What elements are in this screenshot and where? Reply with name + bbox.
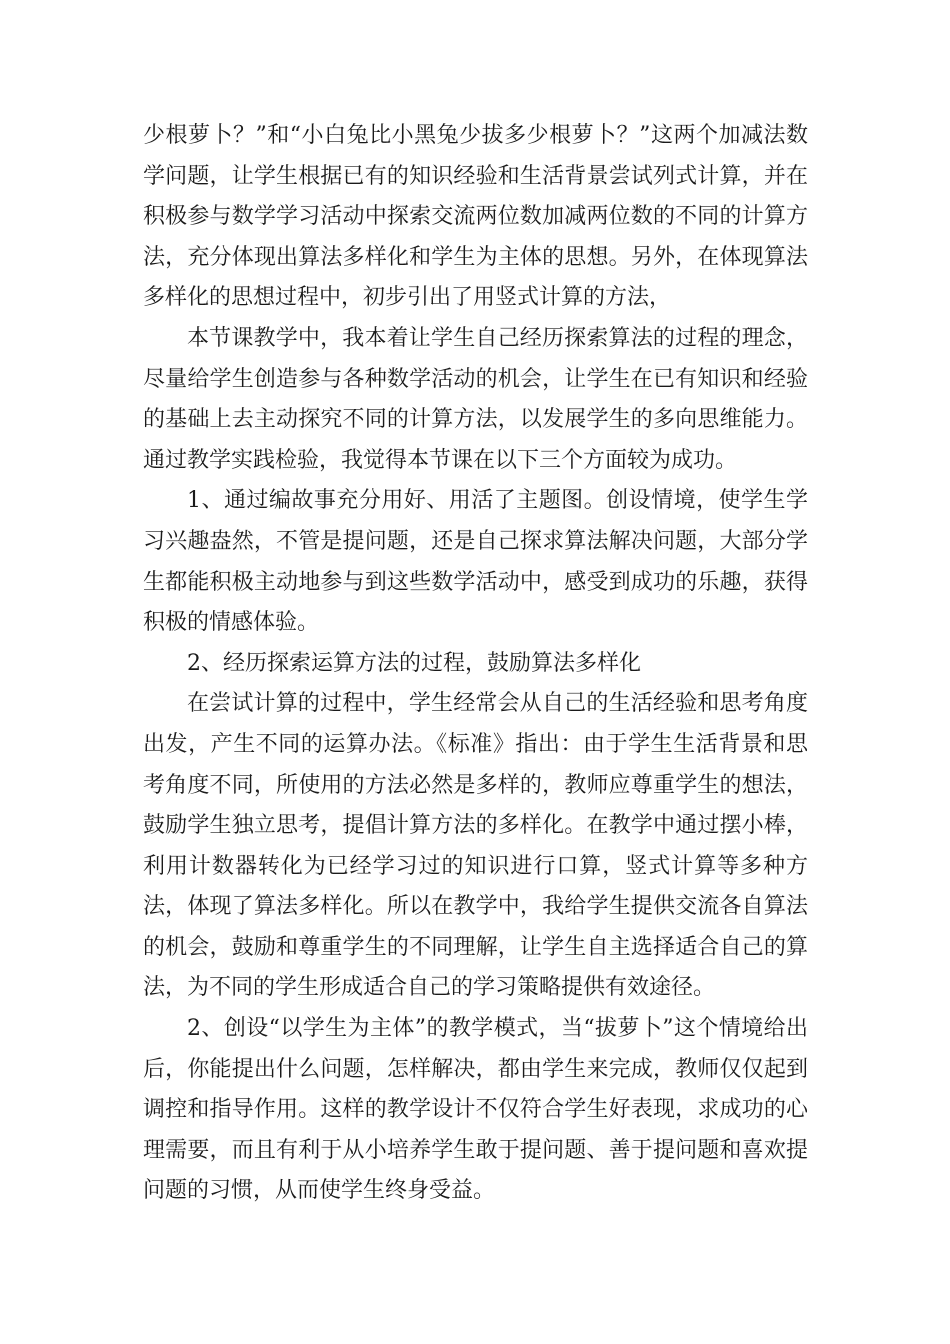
paragraph-point-3: 2、创设“以学生为主体”的教学模式，当“拔萝卜”这个情境给出后，你能提出什么问题，怎样解决，都由学生来完成，教师仅仅起到调控和指导作用。这样的教学设计不仅符合学生好表现，求成功的心理需要，而且有利于从小培养学生敢于提问题、善于提问题和喜欢提问题的习惯，从而使学生终身受益。 <box>143 1016 808 1204</box>
paragraph-point-2-body: 在尝试计算的过程中，学生经常会从自己的生活经验和思考角度出发，产生不同的运算办法。《标准》指出：由于学生生活背景和思考角度不同，所使用的方法必然是多样的，教师应尊重学生的想法，鼓励学生独立思考，提倡计算方法的多样化。在教学中通过摆小棒，利用计数器转化为已经学习过的知识进行口算，竖式计算等多种方法，体现了算法多样化。所以在教学中，我给学生提供交流各自算法的机会，鼓励和尊重学生的不同理解，让学生自主选择适合自己的算法，为不同的学生形成适合自己的学习策略提供有效途径。 <box>143 691 808 1001</box>
paragraph-point-2-heading: 2、经历探索运算方法的过程，鼓励算法多样化 <box>187 650 641 676</box>
paragraph-point-1: 1、通过编故事充分用好、用活了主题图。创设情境，使学生学习兴趣盎然，不管是提问题，还是自己探求算法解决问题，大部分学生都能积极主动地参与到这些数学活动中，感受到成功的乐趣，获得积极的情感体验。 <box>143 488 808 636</box>
paragraph-lesson-overview: 本节课教学中，我本着让学生自己经历探索算法的过程的理念，尽量给学生创造参与各种数学活动的机会，让学生在已有知识和经验的基础上去主动探究不同的计算方法，以发展学生的多向思维能力。通过教学实践检验，我觉得本节课在以下三个方面较为成功。 <box>143 325 808 473</box>
document-body <box>143 116 808 1212</box>
paragraph-continuation: 少根萝卜？”和“小白兔比小黑兔少拔多少根萝卜？”这两个加减法数学问题，让学生根据已有的知识经验和生活背景尝试列式计算，并在积极参与数学学习活动中探索交流两位数加减两位数的不同的计算方法，充分体现出算法多样化和学生为主体的思想。另外，在体现算法多样化的思想过程中，初步引出了用竖式计算的方法， <box>143 123 808 311</box>
